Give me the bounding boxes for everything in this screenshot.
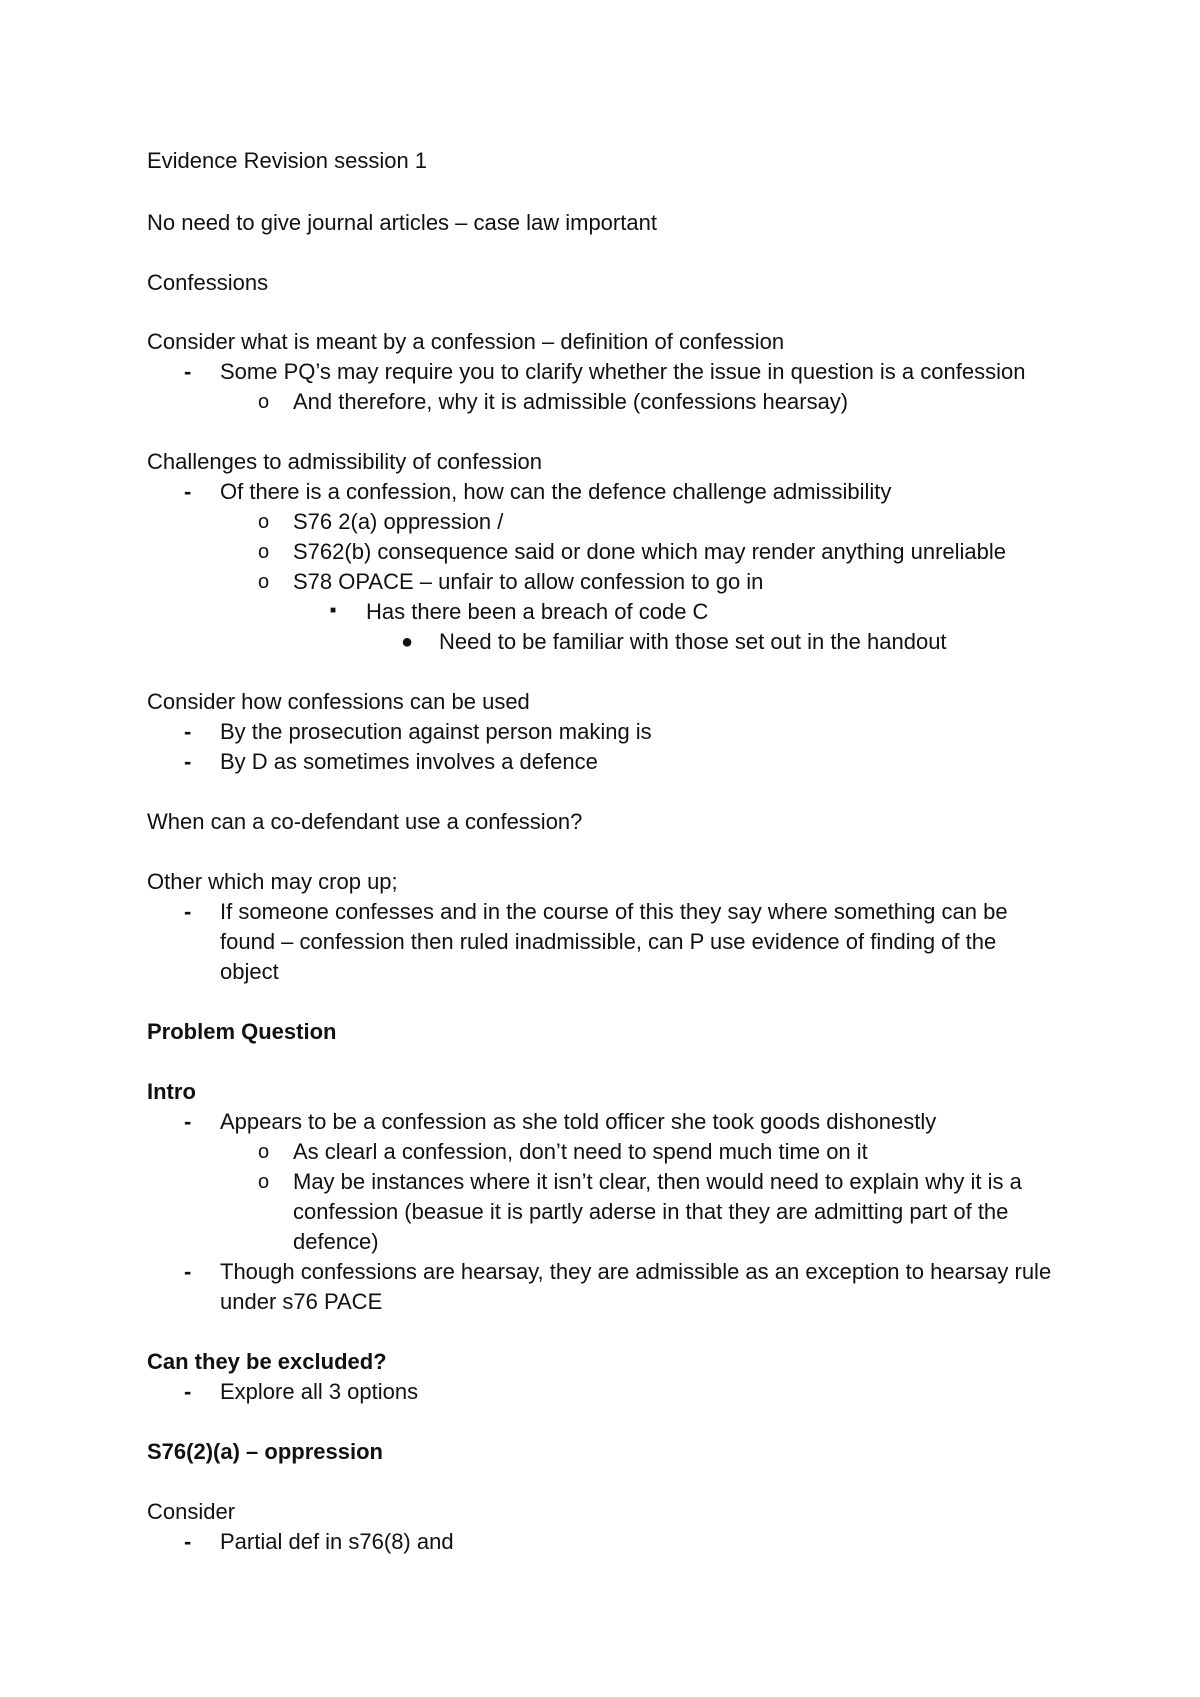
document-title: Evidence Revision session 1 [147, 148, 428, 173]
list-item-line: confession (beasue it is partly aderse in that they are admitting part of the [293, 1199, 1009, 1224]
list-item: Has there been a breach of code C [366, 599, 709, 624]
bullet-dash: - [184, 1259, 192, 1284]
list-item-line: under s76 PACE [220, 1289, 383, 1314]
other-heading: Other which may crop up; [147, 869, 398, 894]
list-item-line: If someone confesses and in the course of this they say where something can be [220, 899, 1008, 924]
list-item: Appears to be a confession as she told officer she took goods dishonestly [220, 1109, 937, 1134]
list-item: S78 OPACE – unfair to allow confession to go in [293, 569, 764, 594]
confessions-heading: Confessions [147, 270, 269, 295]
bullet-circle: o [258, 1141, 270, 1163]
paragraph-definition: Consider what is meant by a confession – definition of confession [147, 329, 785, 354]
co-defendant-question: When can a co-defendant use a confession? [147, 809, 583, 834]
how-used-heading: Consider how confessions can be used [147, 689, 530, 714]
excluded-heading: Can they be excluded? [147, 1349, 387, 1374]
oppression-heading: S76(2)(a) – oppression [147, 1439, 383, 1464]
journal-note: No need to give journal articles – case law important [147, 210, 657, 235]
bullet-dash: - [184, 479, 192, 504]
list-item: And therefore, why it is admissible (confessions hearsay) [293, 389, 849, 414]
bullet-dash: - [184, 749, 192, 774]
consider-heading: Consider [147, 1499, 236, 1524]
bullet-circle: o [258, 511, 270, 533]
bullet-circle: o [258, 391, 270, 413]
bullet-dash: - [184, 719, 192, 744]
problem-question-heading: Problem Question [147, 1019, 337, 1044]
list-item-line: Though confessions are hearsay, they are admissible as an exception to hearsay rule [220, 1259, 1052, 1284]
challenges-heading: Challenges to admissibility of confession [147, 449, 542, 474]
list-item-line: found – confession then ruled inadmissible, can P use evidence of finding of the [220, 929, 997, 954]
bullet-dash: - [184, 1529, 192, 1554]
list-item: Explore all 3 options [220, 1379, 419, 1404]
list-item-line: object [220, 959, 279, 984]
list-item: S762(b) consequence said or done which may render anything unreliable [293, 539, 1007, 564]
list-item: Of there is a confession, how can the defence challenge admissibility [220, 479, 892, 504]
list-item: By D as sometimes involves a defence [220, 749, 598, 774]
intro-heading: Intro [147, 1079, 196, 1104]
bullet-dash: - [184, 1109, 192, 1134]
bullet-square: ■ [330, 605, 337, 616]
list-item: Partial def in s76(8) and [220, 1529, 454, 1554]
bullet-circle: o [258, 541, 270, 563]
bullet-circle: o [258, 1171, 270, 1193]
list-item: S76 2(a) oppression / [293, 509, 504, 534]
list-item: Need to be familiar with those set out in the handout [439, 629, 947, 654]
list-item-line: May be instances where it isn’t clear, then would need to explain why it is a [293, 1169, 1022, 1194]
bullet-dot: ● [401, 631, 414, 653]
bullet-dash: - [184, 899, 192, 924]
bullet-circle: o [258, 571, 270, 593]
bullet-dash: - [184, 359, 192, 384]
list-item-line: defence) [293, 1229, 379, 1254]
list-item: As clearl a confession, don’t need to spend much time on it [293, 1139, 868, 1164]
list-item: By the prosecution against person making is [220, 719, 652, 744]
list-item: Some PQ’s may require you to clarify whether the issue in question is a confession [220, 359, 1026, 384]
bullet-dash: - [184, 1379, 192, 1404]
